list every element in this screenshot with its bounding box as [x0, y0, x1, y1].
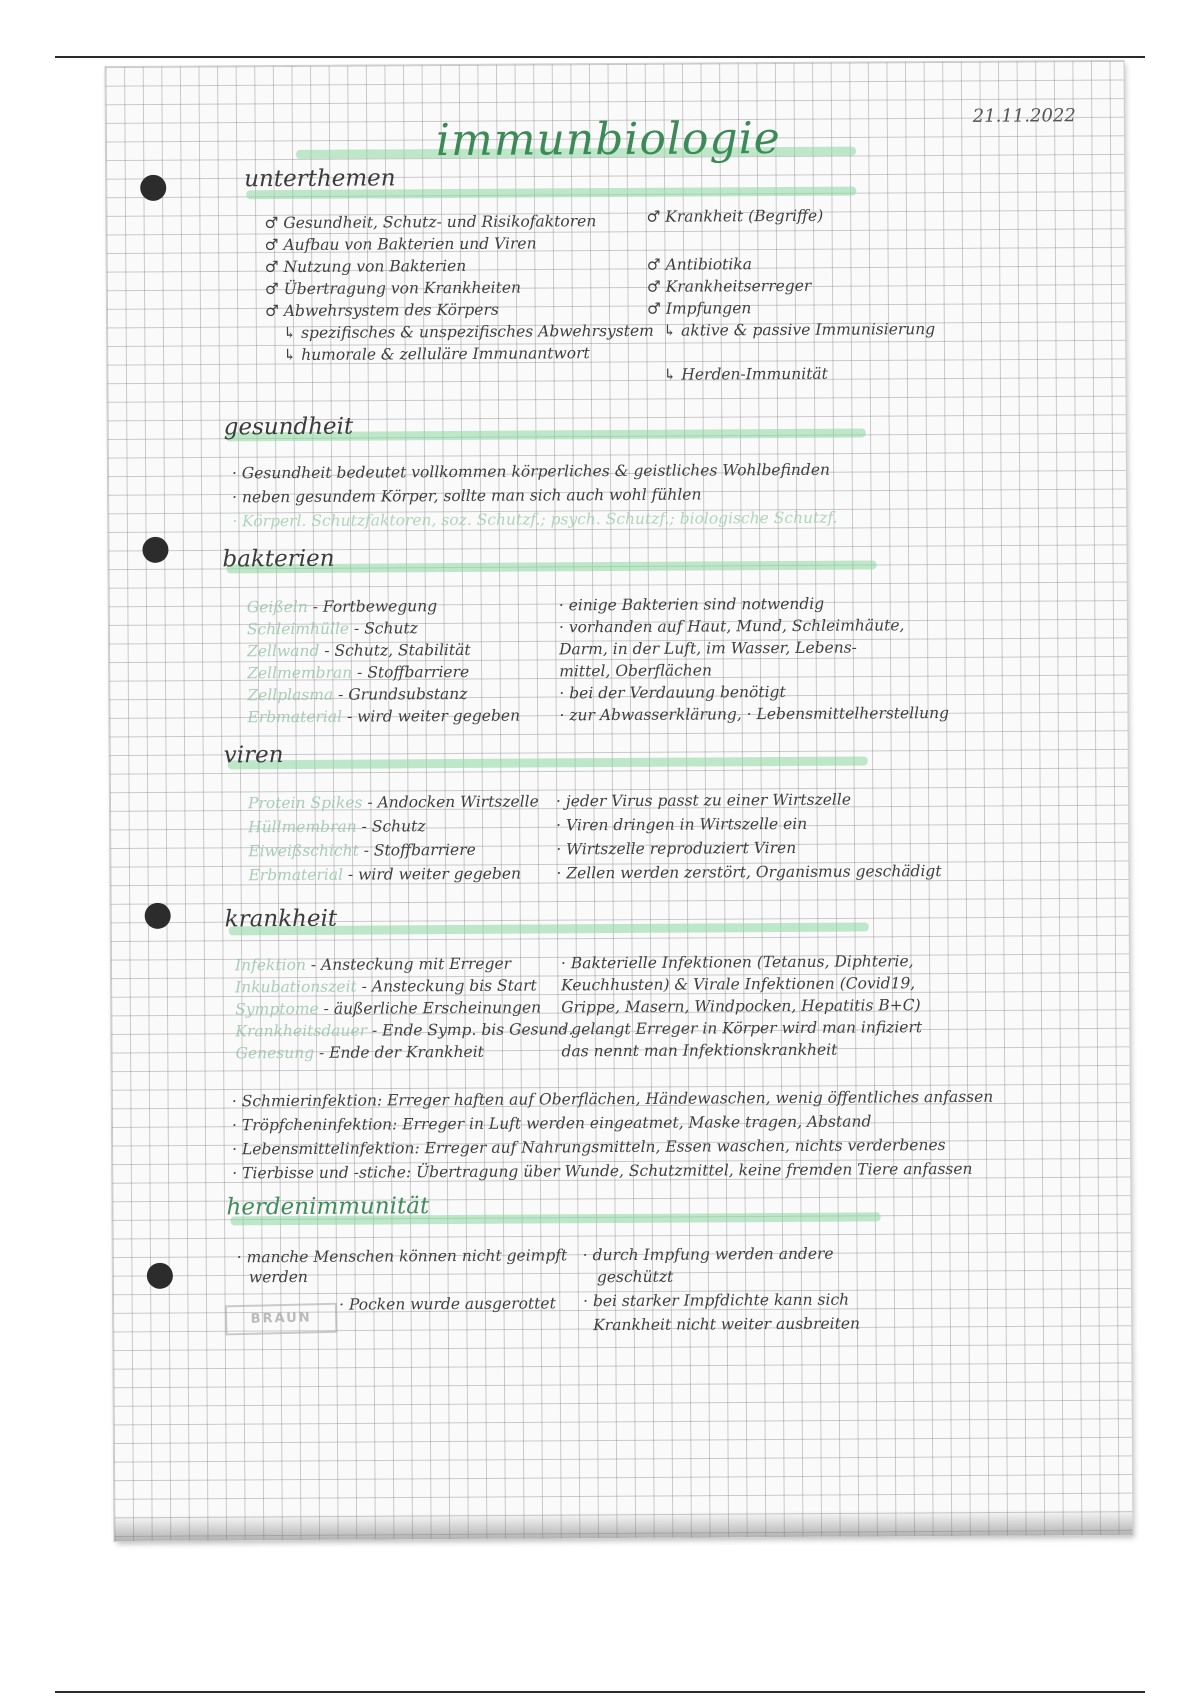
list-item: · Schmierinfektion: Erreger haften auf Oberflächen, Händewaschen, wenig öffentliches anfassen	[231, 1087, 994, 1111]
term-label: Symptome	[235, 999, 319, 1019]
list-item: · Tierbisse und -stiche: Übertragung über Wunde, Schutzmittel, keine fremden Tiere anfassen	[232, 1159, 973, 1183]
page-title: immunbiologie	[435, 113, 781, 167]
section-heading-herdenimmunitaet: herdenimmunität	[226, 1193, 430, 1221]
list-item: Grippe, Masern, Windpocken, Hepatitis B+C)	[561, 996, 921, 1017]
term-desc: - Schutz	[349, 619, 418, 638]
term-label: Geißeln	[246, 597, 308, 617]
term-desc: - Fortbewegung	[307, 597, 438, 616]
term-label: Erbmaterial	[248, 865, 344, 885]
term-desc: - Ansteckung mit Erreger	[305, 954, 512, 974]
term-desc: - Grundsubstanz	[333, 684, 468, 704]
term-label: Zellmembran	[247, 663, 353, 683]
list-item: ♂ Krankheitserreger	[646, 276, 812, 296]
term-row	[235, 998, 541, 1018]
list-item: ↳ Herden-Immunität	[663, 364, 828, 384]
term-desc: - Ende der Krankheit	[314, 1042, 484, 1062]
list-item: · bei der Verdauung benötigt	[559, 682, 786, 703]
term-row	[247, 707, 520, 727]
term-row	[248, 817, 425, 836]
term-label: Zellwand	[247, 641, 320, 661]
top-rule	[55, 56, 1145, 58]
list-item: · Viren dringen in Wirtszelle ein	[556, 814, 808, 835]
term-desc: - äußerliche Erscheinungen	[318, 998, 542, 1018]
list-item: ♂ Impfungen	[646, 299, 752, 318]
list-item: ♂ Aufbau von Bakterien und Viren	[264, 234, 537, 255]
list-item: · Zellen werden zerstört, Organismus geschädigt	[556, 862, 942, 883]
list-item: · Tröpfcheninfektion: Erreger in Luft werden eingeatmet, Maske tragen, Abstand	[231, 1112, 872, 1135]
term-label: Infektion	[234, 955, 306, 975]
list-item: geschützt	[596, 1267, 674, 1287]
list-item: · Bakterielle Infektionen (Tetanus, Diphterie,	[560, 952, 914, 973]
list-item: ↳ humorale & zelluläre Immunantwort	[283, 344, 590, 365]
punch-hole	[147, 1263, 173, 1289]
section-heading-bakterien: bakterien	[222, 545, 335, 573]
list-item: · zur Abwasserklärung, · Lebensmittelherstellung	[559, 703, 950, 725]
punch-hole	[145, 903, 171, 929]
list-item: Krankheit nicht weiter ausbreiten	[593, 1314, 861, 1335]
term-row	[248, 865, 521, 885]
section-heading-viren: viren	[223, 742, 284, 769]
list-item: das nennt man Infektionskrankheit	[561, 1040, 838, 1061]
list-item: ♂ Krankheit (Begriffe)	[646, 206, 824, 226]
term-row	[235, 955, 511, 975]
term-row	[247, 619, 418, 638]
section-heading-unterthemen: unterthemen	[244, 165, 396, 193]
list-item: ♂ Antibiotika	[646, 255, 752, 274]
term-label: Genesung	[235, 1043, 315, 1063]
list-item: · manche Menschen können nicht geimpft	[236, 1246, 568, 1267]
list-item: · Lebensmittelinfektion: Erreger auf Nahrungsmitteln, Essen waschen, nichts verderbenes	[232, 1136, 946, 1159]
list-item: ↳ aktive & passive Immunisierung	[663, 320, 936, 340]
list-item: ♂ Übertragung von Krankheiten	[264, 278, 522, 299]
term-label: Schleimhülle	[246, 619, 350, 639]
punch-hole	[142, 537, 168, 563]
punch-hole	[140, 175, 166, 201]
section-heading-krankheit: krankheit	[224, 905, 338, 933]
term-desc: - wird weiter gegeben	[342, 864, 522, 884]
list-item: · vorhanden auf Haut, Mund, Schleimhäute,	[558, 616, 905, 637]
term-desc: - Schutz	[356, 817, 426, 836]
page-date: 21.11.2022	[972, 105, 1076, 127]
list-item: · Pocken wurde ausgerottet	[339, 1294, 556, 1314]
term-desc: - wird weiter gegeben	[341, 706, 521, 726]
term-label: Inkubationszeit	[235, 977, 357, 997]
term-desc: - Stoffbarriere	[358, 840, 476, 860]
list-item: Darm, in der Luft, im Wasser, Lebens-	[559, 638, 857, 659]
bottom-rule	[55, 1691, 1145, 1693]
list-item: · jeder Virus passt zu einer Wirtszelle	[555, 790, 852, 811]
term-row	[247, 685, 467, 704]
list-item: · neben gesundem Körper, sollte man sich auch wohl fühlen	[232, 485, 702, 507]
list-item: ♂ Abwehrsystem des Körpers	[264, 300, 499, 321]
term-desc: - Andocken Wirtszelle	[362, 792, 539, 812]
list-item: · Wirtszelle reproduziert Viren	[556, 838, 797, 859]
term-row	[235, 977, 537, 997]
term-desc: - Schutz, Stabilität	[319, 640, 471, 660]
term-label: Protein Spikes	[247, 793, 363, 813]
list-item: · gelangt Erreger in Körper wird man infiziert	[561, 1018, 923, 1039]
section-heading-gesundheit: gesundheit	[223, 413, 354, 441]
term-label: Eiweißschicht	[248, 841, 359, 861]
term-label: Zellplasma	[247, 685, 334, 705]
term-label: Erbmaterial	[247, 707, 343, 727]
list-item: werden	[248, 1267, 308, 1287]
list-item: ♂ Nutzung von Bakterien	[264, 256, 467, 277]
term-row	[247, 641, 471, 660]
term-label: Krankheitsdauer	[235, 1021, 368, 1041]
list-item: Keuchhusten) & Virale Infektionen (Covid19,	[561, 974, 916, 995]
list-item: ↳ spezifisches & unspezifisches Abwehrsystem	[283, 321, 654, 343]
list-item: ♂ Gesundheit, Schutz- und Risikofaktoren	[264, 212, 597, 233]
term-row	[235, 1020, 573, 1040]
term-row	[247, 597, 437, 616]
term-row	[248, 792, 539, 812]
term-row	[248, 841, 476, 860]
term-label: Hüllmembran	[248, 817, 357, 837]
list-item: · durch Impfung werden andere	[582, 1244, 834, 1265]
term-desc: - Stoffbarriere	[352, 662, 470, 682]
heading-highlight	[228, 756, 868, 769]
list-item: · Körperl. Schutzfaktoren, soz. Schutzf.; psych. Schutzf.; biologische Schutzf.	[232, 508, 838, 531]
list-item: · einige Bakterien sind notwendig	[558, 594, 825, 615]
notebook-page	[106, 61, 1133, 1541]
list-item: · bei starker Impfdichte kann sich	[583, 1290, 850, 1311]
term-desc: - Ansteckung bis Start	[356, 976, 537, 996]
paper-brand-stamp: BRAUN	[225, 1303, 338, 1336]
term-row	[235, 1043, 483, 1063]
term-row	[247, 663, 469, 682]
list-item: · Gesundheit bedeutet vollkommen körperliches & geistliches Wohlbefinden	[231, 460, 831, 483]
term-desc: - Ende Symp. bis Gesund.	[366, 1020, 574, 1040]
list-item: mittel, Oberflächen	[559, 661, 712, 681]
